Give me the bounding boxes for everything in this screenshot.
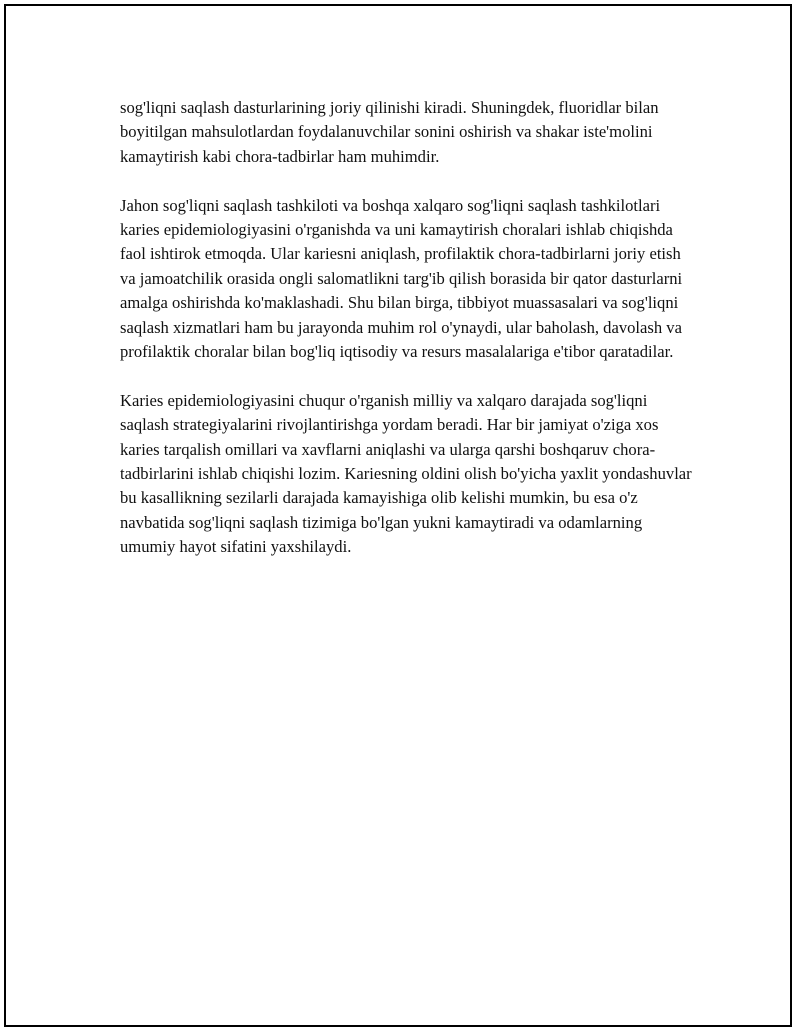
document-body <box>120 96 700 584</box>
paragraph-2: Jahon sog'liqni saqlash tashkiloti va boshqa xalqaro sog'liqni saqlash tashkilotlari karies epidemiologiyasini o'rganishda va uni kamaytirish choralari ishlab chiqishda faol ishtirok etmoqda. Ular kariesni aniqlash, profilaktik chora-tadbirlarni joriy etish va jamoatchilik orasida ongli salomatlikni targ'ib qilish borasida bir qator dasturlarni amalga oshirishda ko'maklashadi. Shu bilan birga, tibbiyot muassasalari va sog'liqni saqlash xizmatlari ham bu jarayonda muhim rol o'ynaydi, ular baholash, davolash va profilaktik choralar bilan bog'liq iqtisodiy va resurs masalalariga e'tibor qaratadilar. <box>120 195 683 362</box>
paragraph-3: Karies epidemiologiyasini chuqur o'rganish milliy va xalqaro darajada sog'liqni saqlash strategiyalarini rivojlantirishga yordam beradi. Har bir jamiyat o'ziga xos karies tarqalish omillari va xavflarni aniqlashi va ularga qarshi boshqaruv chora-tadbirlarini ishlab chiqishi lozim. Kariesning oldini olish bo'yicha yaxlit yondashuvlar bu kasallikning sezilarli darajada kamayishiga olib kelishi mumkin, bu esa o'z navbatida sog'liqni saqlash tizimiga bo'lgan yukni kamaytiradi va odamlarning umumiy hayot sifatini yaxshilaydi. <box>120 390 692 557</box>
document-page <box>4 4 792 1027</box>
paragraph-1: sog'liqni saqlash dasturlarining joriy qilinishi kiradi. Shuningdek, fluoridlar bilan boyitilgan mahsulotlardan foydalanuvchilar sonini oshirish va shakar iste'molini kamaytirish kabi chora-tadbirlar ham muhimdir. <box>120 98 659 166</box>
